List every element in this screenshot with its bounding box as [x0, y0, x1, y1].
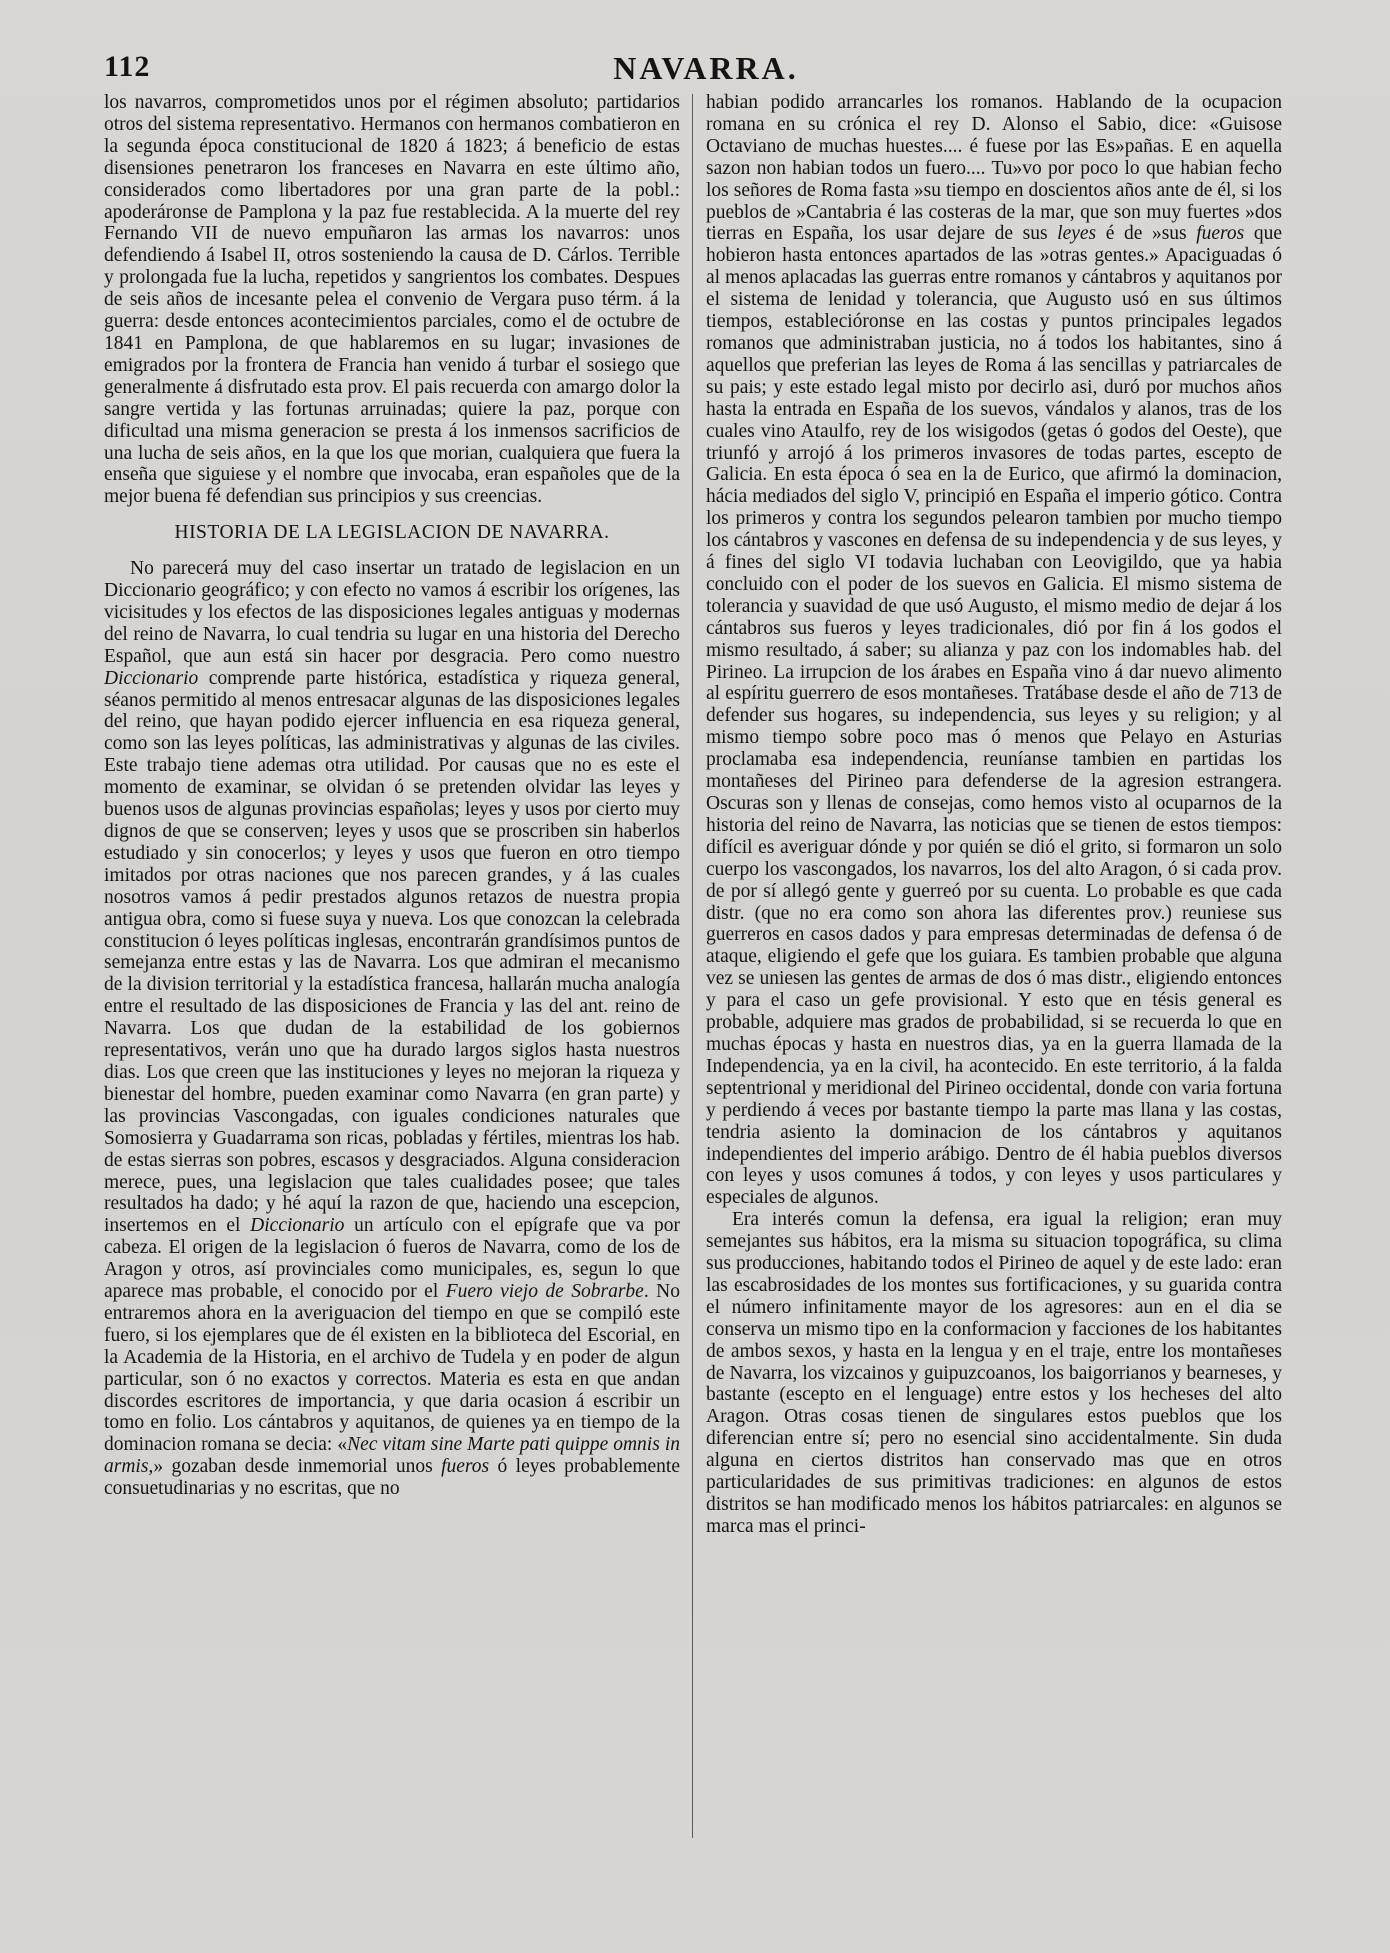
left-paragraph-1 — [104, 92, 680, 508]
text-run: ó leyes probablemente consuetudinarias y no escritas, que no — [104, 1456, 680, 1500]
text-run: comprende parte histórica, estadística y riqueza general, séanos permitido al menos entresacar algunas de las disposiciones legales del reino, que hayan podido ejercer influencia en esa riqueza general, como son las leyes políticas, las administrativas y algunas de las civiles. Este trabajo tiene ademas otra utilidad. Por causas que no es este el momento de examinar, se olvidan ó se pretenden olvidar las leyes y buenos usos de algunas provincias españolas; leyes y usos por cierto muy dignos de que se conserven; leyes y usos que se proscriben sin haberlos estudiado y sin conocerlos; y leyes y usos que fueron en otro tiempo imitados por otras naciones que nos parecen grandes, y á las cuales nosotros vamos á pedir prestados algunos retazos de nuestra propia antigua obra, como si fuese suya y nueva. Los que conozcan la celebrada constitucion ó leyes políticas inglesas, encontrarán grandísimos puntos de semejanza entre estas y las de Navarra. Los que admiran el mecanismo de la division territorial y la estadística francesa, hallarán mucha analogía entre el resultado de las disposiciones de Francia y las del ant. reino de Navarra. Los que dudan de la estabilidad de los gobiernos representativos, verán uno que ha durado largos siglos hasta nuestros dias. Los que creen que las instituciones y leyes no mejoran la riqueza y bienestar del hombre, pueden examinar como Navarra (en gran parte) y las provincias Vascongadas, con iguales condiciones naturales que Somosierra y Guadarrama son ricas, pobladas y fértiles, mientras los hab. de estas sierras son pobres, escasos y desgraciados. Alguna consideracion merece, pues, una legislacion que tales cualidades posee; que tales resultados ha dado; y hé aquí la razon de que, haciendo una escepcion, insertemos en el — [104, 667, 680, 1237]
column-divider — [692, 94, 693, 1838]
text-run: é de »sus — [1096, 223, 1197, 245]
page-number: 112 — [104, 50, 151, 83]
italic-term: leyes — [1057, 223, 1097, 245]
right-paragraph-2 — [706, 1209, 1282, 1538]
italic-term: fueros — [1196, 223, 1245, 245]
running-head — [104, 50, 1308, 90]
italic-term: fueros — [441, 1456, 490, 1478]
text-run: . No entraremos ahora en la averiguacion del tiempo en que se compiló este fuero, si los ejemplares que de él existen en la biblioteca del Escorial, en la Academia de la Historia, en el archivo de Tudela y en poder de algun particular, son ó no exactos y correctos. Materia es esta en que andan discordes escritores de importancia, y que daria ocasion á escribir un tomo en folio. Los cántabros y aquitanos, de quienes ya en tiempo de la dominacion romana se decia: « — [104, 1281, 680, 1456]
text-run: los navarros, comprometidos unos por el régimen absoluto; partidarios otros del sistema representativo. Hermanos con hermanos combatieron en la segunda época constitucional de 1820 á 1823; á beneficio de estas disensiones penetraron los franceses en Navarra en este último año, considerados como libertadores por una gran parte de la pobl.: apoderáronse de Pamplona y la paz fue restablecida. A la muerte del rey Fernando VII de nuevo empuñaron las armas los navarros: unos defendiendo á Isabel II, otros sosteniendo la causa de D. Cárlos. Terrible y prolongada fue la lucha, repetidos y sangrientos los combates. Despues de seis años de incesante pelea el convenio de Vergara puso térm. á la guerra: desde entonces acontecimientos parciales, como el de octubre de 1841 en Pamplona, de que hablaremos en su lugar; invasiones de emigrados por la frontera de Francia han venido á turbar el sosiego que generalmente á disfrutado esta prov. El pais recuerda con amargo dolor la sangre vertida y las fortunas arruinadas; quiere la paz, porque con dificultad una misma generacion se presta á los inmensos sacrificios de una lucha de seis años, en la que los que morian, cualquiera que fuera la enseña que siguiese y el nombre que invocaba, eran españoles que de la mejor buena fé defendian sus principios y sus creencias. — [104, 92, 680, 508]
right-column — [706, 92, 1282, 1862]
italic-term: Diccionario — [250, 1215, 345, 1237]
left-paragraph-2 — [104, 558, 680, 1500]
right-paragraph-1 — [706, 92, 1282, 1209]
left-column — [104, 92, 680, 1862]
text-run: No parecerá muy del caso insertar un tratado de legislacion en un Diccionario geográfico; y con efecto no vamos á escribir los orígenes, las vicisitudes y los efectos de las disposiciones legales antiguas y modernas del reino de Navarra, lo cual tendria su lugar en una historia del Derecho Español, que aun está sin hacer por desgracia. Pero como nuestro — [104, 558, 680, 667]
section-heading: HISTORIA DE LA LEGISLACION DE NAVARRA. — [174, 522, 610, 544]
text-run: Era interés comun la defensa, era igual la religion; eran muy semejantes sus hábitos, era la misma su situacion topográfica, su clima sus producciones, habitando todos el Pirineo de aquel y de este lado: eran las escabrosidades de los montes sus fortificaciones, y su guarida contra el número infinitamente mayor de los agresores: aun en el dia se conserva un mismo tipo en la conformacion y facciones de los habitantes de ambos sexos, y hasta en la lengua y en el traje, entre los montañeses de Navarra, los vizcainos y guipuzcoanos, los baigorrianos y bearneses, y bastante (escepto en el lenguage) entre estos y los hecheses del alto Aragon. Otras cosas tienen de singulares estos pueblos que los diferencian entre sí; pero no esencial sino accidentalmente. Sin duda alguna en ciertos distritos han conservado mas que en otros particularidades de sus primitivas tradiciones: en algunos de estos distritos se han modificado menos los hábitos patriarcales: en algunos se marca mas el princi- — [706, 1209, 1282, 1537]
text-run: » gozaban desde inmemorial unos — [153, 1456, 442, 1478]
running-title: NAVARRA. — [613, 50, 799, 86]
text-run: habian podido arrancarles los romanos. Hablando de la ocupacion romana en su crónica el rey D. Alonso el Sabio, dice: «Guisose Octaviano de muchas huestes.... é fuese por las Es»pañas. E en aquella sazon non habian todos un fuero.... Tu»vo por poco lo que habian fecho los señores de Roma fasta »su tiempo en doscientos años ante de él, si los pueblos de »Cantabria é las costeras de la mar, que son muy fuertes »dos tierras en España, los usar dejare de sus — [706, 92, 1282, 245]
italic-term: Diccionario — [104, 667, 199, 689]
text-run: que hobieron hasta entonces apartados de las »otras gentes.» Apaciguadas ó al menos aplacadas las guerras entre romanos y cántabros y aquitanos por el sistema de lenidad y tolerancia, que Augusto usó en sus últimos tiempos, establecióronse en las costas y puntos principales legados romanos que administraban justicia, no á todos los habitantes, sino á aquellos que preferian las leyes de Roma á las sencillas y patriarcales de su pais; y este estado legal misto por decirlo asi, duró por muchos años hasta la entrada en España de los suevos, vándalos y alanos, tras de los cuales vino Ataulfo, rey de los wisigodos (getas ó godos del Oeste), que triunfó y arrojó á los primeros invasores de todas partes, escepto de Galicia. En esta época ó sea en la de Eurico, que afirmó la dominacion, hácia mediados del siglo V, principió en España el imperio gótico. Contra los primeros y contra los segundos pelearon tambien por mucho tiempo los cántabros y vascones en defensa de su independencia y de sus leyes, y á fines del siglo VI todavia luchaban con Leovigildo, que ya habia concluido con el poder de los suevos en Galicia. El mismo sistema de tolerancia y suavidad de que usó Augusto, el mismo medio de dejar á los cántabros sus fueros y leyes tradicionales, dió por fin á los godos el mismo resultado, á saber; su alianza y paz con los indomables hab. del Pirineo. La irrupcion de los árabes en España vino á dar nuevo alimento al espíritu guerrero de esos montañeses. Tratábase desde el año de 713 de defender sus hogares, su independencia, sus leyes y su religion; y al mismo tiempo sobre poco mas ó menos que Pelayo en Asturias proclamaba esa independencia, reuníanse tambien en partidas los montañeses del Pirineo para defenderse de la agresion estrangera. Oscuras son y llenas de consejas, como hemos visto al ocuparnos de la historia del reino de Navarra, las noticias que se tienen de estos tiempos: difícil es averiguar dónde y por quién se dió el grito, si formaron un solo cuerpo los vascongados, los navarros, los del alto Aragon, ó si cada prov. de por sí allegó gente y guerreó por su cuenta. Lo probable es que cada distr. (que no era como son ahora las diferentes prov.) reuniese sus guerreros en casos dados y para empresas determinadas de defensa ó de ataque, eligiendo el gefe que los guiara. Es tambien probable que alguna vez se uniesen las gentes de armas de dos ó mas distr., eligiendo entonces y para el caso un gefe provisional. Y esto que en tésis general es probable, adquiere mas grados de probabilidad, si se recuerda lo que en muchas épocas y hasta en nuestros dias, ya en la guerra llamada de la Independencia, ya en la civil, ha acontecido. En este territorio, á la falda septentrional y meridional del Pirineo occidental, donde con varia fortuna y perdiendo á veces por bastante tiempo la parte mas llana y las costas, tendria asiento la dominacion de los cántabros y aquitanos independientes del imperio arábigo. Dentro de él habia pueblos diversos con leyes y usos comunes á todos, y con leyes y usos particulares y especiales de algunos. — [706, 223, 1282, 1209]
italic-term: Fuero viejo de Sobrarbe — [445, 1281, 644, 1303]
latin-quote: Nec vitam sine Marte pati quippe omnis in armis, — [104, 1434, 680, 1478]
text-run: un artículo con el epígrafe que va por cabeza. El origen de la legislacion ó fueros de Navarra, como de los de Aragon y otros, así provinciales como municipales, es, segun lo que aparece mas probable, el conocido por el — [104, 1215, 680, 1303]
